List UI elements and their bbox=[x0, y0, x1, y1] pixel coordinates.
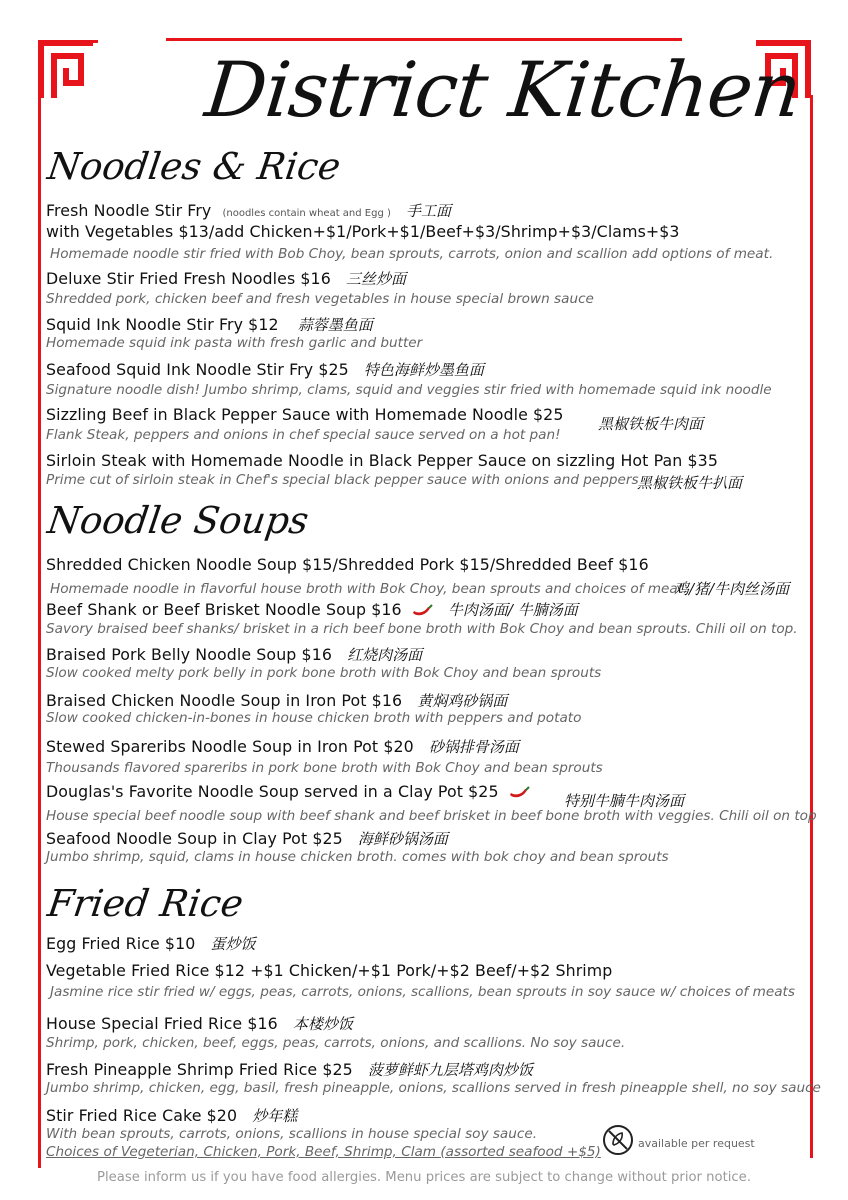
item-description: Signature noodle dish! Jumbo shrimp, clams, squid and veggies stir fried with homemade squid ink noodle bbox=[46, 382, 772, 398]
item-description: Homemade noodle stir fried with Bob Choy, bean sprouts, carrots, onion and scallion add options of meat. bbox=[50, 246, 774, 262]
item-description: Slow cooked melty pork belly in pork bone broth with Bok Choy and bean sprouts bbox=[46, 665, 602, 681]
menu-item-name bbox=[46, 1105, 297, 1126]
section-title-fried-rice: Fried Rice bbox=[44, 882, 246, 925]
item-description: Shrimp, pork, chicken, beef, eggs, peas, carrots, onions, and scallions. No soy sauce. bbox=[46, 1035, 626, 1051]
item-chinese-name: 特别牛腩牛肉汤面 bbox=[564, 792, 685, 810]
menu-item-name bbox=[46, 644, 422, 665]
item-choices: Choices of Vegeterian, Chicken, Pork, Beef, Shrimp, Clam (assorted seafood +$5) bbox=[46, 1144, 601, 1160]
item-chinese-name: 黄焖鸡砂锅面 bbox=[417, 692, 508, 710]
menu-item-name bbox=[46, 555, 649, 574]
menu-item-name bbox=[46, 314, 373, 335]
item-name-continued: with Vegetables $13/add Chicken+$1/Pork+$1/Beef+$3/Shrimp+$3/Clams+$3 bbox=[46, 222, 680, 241]
no-soy-note: available per request bbox=[638, 1137, 755, 1150]
item-name: Squid Ink Noodle Stir Fry $12 bbox=[46, 315, 279, 334]
item-chinese-name: 蒜蓉墨鱼面 bbox=[297, 316, 373, 334]
section-title-noodle-soups: Noodle Soups bbox=[44, 499, 312, 542]
menu-item-name bbox=[46, 828, 448, 849]
item-description: Jasmine rice stir fried w/ eggs, peas, carrots, onions, scallions, bean sprouts in soy sauce w/ choices of meats bbox=[50, 984, 795, 1000]
item-name: Fresh Noodle Stir Fry bbox=[46, 201, 212, 220]
item-name: Douglas's Favorite Noodle Soup served in a Clay Pot $25 bbox=[46, 782, 499, 801]
item-chinese-name: 炒年糕 bbox=[252, 1107, 298, 1125]
corner-ornament-left bbox=[38, 40, 96, 98]
menu-item-name bbox=[46, 933, 256, 954]
item-description: Jumbo shrimp, chicken, egg, basil, fresh pineapple, onions, scallions served in fresh pineapple shell, no soy sauce bbox=[46, 1080, 821, 1096]
item-chinese-name: 菠萝鲜虾九层塔鸡肉炒饭 bbox=[367, 1061, 533, 1079]
menu-item-name bbox=[46, 359, 484, 380]
menu-item-name bbox=[46, 200, 451, 221]
item-chinese-name: 红烧肉汤面 bbox=[347, 646, 423, 664]
menu-item-name bbox=[46, 690, 507, 711]
item-chinese-name: 黑椒铁板牛肉面 bbox=[598, 415, 704, 433]
menu-item-name bbox=[46, 405, 563, 424]
chili-pepper-icon bbox=[411, 604, 433, 618]
item-chinese-name: 砂锅排骨汤面 bbox=[428, 738, 519, 756]
item-name: House Special Fried Rice $16 bbox=[46, 1014, 278, 1033]
item-description: Shredded pork, chicken beef and fresh vegetables in house special brown sauce bbox=[46, 291, 594, 307]
item-name: Seafood Noodle Soup in Clay Pot $25 bbox=[46, 829, 343, 848]
item-name: Shredded Chicken Noodle Soup $15/Shredded Pork $15/Shredded Beef $16 bbox=[46, 555, 649, 574]
item-description: Flank Steak, peppers and onions in chef special sauce served on a hot pan! bbox=[46, 427, 561, 443]
item-chinese-name: 三丝炒面 bbox=[345, 270, 406, 288]
item-name: Sirloin Steak with Homemade Noodle in Black Pepper Sauce on sizzling Hot Pan $35 bbox=[46, 451, 718, 470]
item-chinese-name: 鸡/猪/牛肉丝汤面 bbox=[674, 580, 790, 598]
item-name: Braised Pork Belly Noodle Soup $16 bbox=[46, 645, 333, 664]
item-name: Stir Fried Rice Cake $20 bbox=[46, 1106, 238, 1125]
item-chinese-name: 蛋炒饭 bbox=[210, 935, 256, 953]
item-name: Fresh Pineapple Shrimp Fried Rice $25 bbox=[46, 1060, 353, 1079]
item-chinese-name: 牛肉汤面/ 牛腩汤面 bbox=[447, 601, 578, 619]
item-name: Egg Fried Rice $10 bbox=[46, 934, 196, 953]
item-description: Thousands flavored spareribs in pork bone broth with Bok Choy and bean sprouts bbox=[46, 760, 603, 776]
item-name: Deluxe Stir Fried Fresh Noodles $16 bbox=[46, 269, 331, 288]
item-name: Sizzling Beef in Black Pepper Sauce with Homemade Noodle $25 bbox=[46, 405, 564, 424]
frame-top-line bbox=[166, 38, 682, 41]
menu-item-name bbox=[46, 1059, 533, 1080]
frame-left-line bbox=[38, 98, 41, 1168]
item-chinese-name: 本楼炒饭 bbox=[292, 1015, 353, 1033]
item-name: Braised Chicken Noodle Soup in Iron Pot $16 bbox=[46, 691, 403, 710]
menu-item-name bbox=[46, 961, 612, 980]
item-name: Beef Shank or Beef Brisket Noodle Soup $16 bbox=[46, 600, 402, 619]
item-chinese-name: 特色海鲜炒墨鱼面 bbox=[363, 361, 484, 379]
frame-right-connector bbox=[810, 95, 813, 105]
no-soy-icon bbox=[602, 1124, 634, 1156]
item-chinese-name: 海鲜砂锅汤面 bbox=[357, 830, 448, 848]
frame-left-connector bbox=[38, 95, 41, 105]
restaurant-title: District Kitchen bbox=[201, 45, 805, 134]
frame-right-line bbox=[810, 98, 813, 1158]
menu-item-name bbox=[46, 1013, 353, 1034]
section-title-noodles-rice: Noodles & Rice bbox=[44, 145, 344, 188]
item-name: Vegetable Fried Rice $12 +$1 Chicken/+$1 Pork/+$2 Beef/+$2 Shrimp bbox=[46, 961, 613, 980]
menu-item-name bbox=[46, 599, 578, 620]
item-description: Homemade squid ink pasta with fresh garlic and butter bbox=[46, 335, 423, 351]
frame-top-left-connector bbox=[92, 40, 98, 43]
menu-item-name bbox=[46, 782, 530, 801]
item-chinese-name: 手工面 bbox=[406, 202, 452, 220]
item-description: With bean sprouts, carrots, onions, scallions in house special soy sauce. bbox=[46, 1126, 538, 1142]
item-description: Slow cooked chicken-in-bones in house chicken broth with peppers and potato bbox=[46, 710, 582, 726]
item-name: Stewed Spareribs Noodle Soup in Iron Pot $20 bbox=[46, 737, 414, 756]
item-chinese-name: 黑椒铁板牛扒面 bbox=[637, 474, 743, 492]
item-description: Jumbo shrimp, squid, clams in house chicken broth. comes with bok choy and bean sprouts bbox=[46, 849, 669, 865]
menu-item-name bbox=[46, 451, 718, 470]
item-description: Homemade noodle in flavorful house broth with Bok Choy, bean sprouts and choices of meat. bbox=[50, 581, 688, 597]
menu-item-name bbox=[46, 736, 519, 757]
item-note: (noodles contain wheat and Egg ) bbox=[222, 208, 391, 219]
allergy-footer: Please inform us if you have food allergies. Menu prices are subject to change without prior notice. bbox=[97, 1170, 751, 1185]
item-description: House special beef noodle soup with beef shank and beef brisket in beef bone broth with veggies. Chili oil on top bbox=[46, 808, 817, 824]
chili-pepper-icon bbox=[508, 786, 530, 800]
item-description: Prime cut of sirloin steak in Chef's special black pepper sauce with onions and peppers bbox=[46, 472, 639, 488]
item-description: Savory braised beef shanks/ brisket in a rich beef bone broth with Bok Choy and bean sprouts. Chili oil on top. bbox=[46, 621, 798, 637]
menu-item-name bbox=[46, 268, 406, 289]
item-name: Seafood Squid Ink Noodle Stir Fry $25 bbox=[46, 360, 349, 379]
